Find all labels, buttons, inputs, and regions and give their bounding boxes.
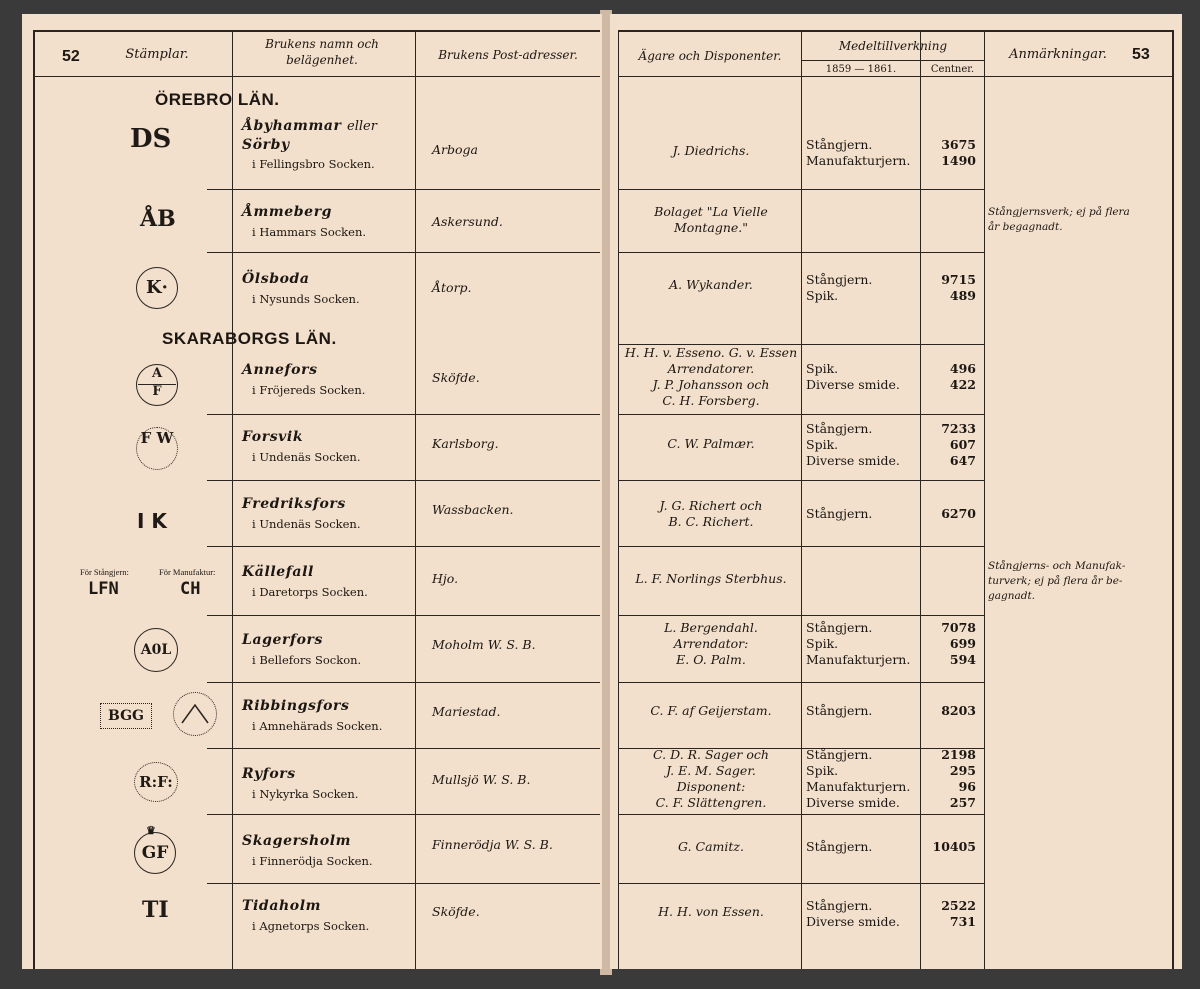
works-name: Ryfors [242, 766, 296, 782]
header-rule [33, 76, 600, 77]
owner: L. Bergendahl. Arrendator: E. O. Palm. [664, 620, 758, 667]
col-divider-notes [984, 30, 985, 969]
stamp-bgg: BGG [100, 703, 152, 729]
header-notes: Anmärkningar. [1009, 47, 1107, 62]
remark: Stångjerns- och Manufak- turverk; ej på flera år be- gagnadt. [988, 560, 1126, 602]
product-list: Stångjern. [806, 703, 873, 718]
product-list: Stångjern. [806, 839, 873, 854]
row-rule [207, 546, 600, 547]
row-rule [207, 414, 600, 415]
row-rule [207, 189, 600, 190]
row-rule [618, 814, 984, 815]
header-centner: Centner. [930, 64, 975, 75]
region-orebro: ÖREBRO LÄN. [155, 90, 280, 109]
row-rule [207, 682, 600, 683]
owner: J. G. Richert och B. C. Richert. [659, 498, 763, 529]
parish: i Undenäs Socken. [252, 450, 361, 464]
post-address: Hjo. [432, 571, 459, 586]
col-divider-names [232, 30, 233, 969]
stamp-triangle-mark [173, 692, 217, 736]
post-address: Askersund. [432, 214, 503, 229]
remark: Stångjernsverk; ej på flera år begagnadt. [988, 206, 1130, 233]
parish: i Agnetorps Socken. [252, 919, 370, 933]
stamp-aol: A0L [134, 628, 178, 672]
header-post: Brukens Post-adresser. [438, 48, 578, 62]
post-address: Finnerödja W. S. B. [432, 837, 553, 852]
row-rule [207, 814, 600, 815]
works-name: Åmmeberg [242, 204, 333, 220]
row-rule [207, 615, 600, 616]
row-rule [618, 615, 984, 616]
row-rule [618, 414, 984, 415]
post-address: Wassbacken. [432, 502, 514, 517]
col-divider-production [801, 30, 802, 969]
stamp-label-manufaktur: För Manufaktur: [159, 567, 216, 577]
owner: A. Wykander. [669, 277, 753, 292]
owner: L. F. Norlings Sterbhus. [635, 571, 787, 586]
header-stamps: Stämplar. [125, 47, 189, 62]
header-subrule [801, 60, 984, 61]
post-address: Sköfde. [432, 370, 480, 385]
amount-list: 3675 1490 [941, 137, 976, 168]
product-list: Spik. Diverse smide. [806, 361, 900, 392]
stamp-ab: ÅB [140, 206, 176, 232]
row-rule [207, 748, 600, 749]
product-list: Stångjern. [806, 506, 873, 521]
page-number-left: 52 [62, 48, 80, 65]
crown-icon: ♛ [146, 824, 156, 837]
page-number-right: 53 [1132, 46, 1150, 63]
amount-list: 2198 295 96 257 [941, 747, 976, 810]
owner: C. F. af Geijerstam. [650, 703, 772, 718]
works-name: Annefors [242, 362, 318, 378]
product-list: Stångjern. Spik. [806, 272, 873, 303]
amount-list: 7233 607 647 [941, 421, 976, 468]
col-divider-centner [920, 30, 921, 969]
works-name: Ribbingsfors [242, 698, 350, 714]
stamp-bar [138, 384, 176, 385]
parish: i Undenäs Socken. [252, 517, 361, 531]
post-address: Mariestad. [432, 704, 501, 719]
amount-list: 9715 489 [941, 272, 976, 303]
row-rule [618, 480, 984, 481]
parish: i Hammars Socken. [252, 225, 367, 239]
post-address: Mullsjö W. S. B. [432, 772, 531, 787]
parish: i Daretorps Socken. [252, 585, 368, 599]
col-divider-post [415, 30, 416, 969]
parish: i Bellefors Sockon. [252, 653, 362, 667]
owner: H. H. v. Esseno. G. v. Essen Arrendatorer. J. P. Johansson och C. H. Forsberg. [624, 345, 798, 408]
amount-list: 7078 699 594 [941, 620, 976, 667]
amount-list: 2522 731 [941, 898, 976, 929]
row-rule [618, 189, 984, 190]
stamp-lfn: LFN [88, 579, 119, 599]
post-address: Åtorp. [432, 280, 472, 295]
owner: Bolaget "La Vielle Montagne." [654, 204, 768, 235]
stamp-gf: GF [134, 832, 176, 874]
header-production: Medeltillverkning [838, 39, 948, 53]
owner: G. Camitz. [678, 839, 744, 854]
parish: i Fellingsbro Socken. [252, 157, 375, 171]
stamp-k: K· [136, 267, 178, 309]
parish: i Nykyrka Socken. [252, 787, 359, 801]
post-address: Karlsborg. [432, 436, 499, 451]
parish: i Nysunds Socken. [252, 292, 360, 306]
post-address: Moholm W. S. B. [432, 637, 536, 652]
works-name: Fredriksfors [242, 496, 346, 512]
amount-list: 10405 [932, 839, 976, 854]
row-rule [618, 682, 984, 683]
amount-list: 6270 [941, 506, 976, 521]
works-name: Tidaholm [242, 898, 322, 914]
region-skaraborg: SKARABORGS LÄN. [162, 329, 337, 348]
works-name: Forsvik [242, 429, 304, 445]
row-rule [618, 252, 984, 253]
stamp-ds: DS [130, 124, 172, 154]
parish: i Finnerödja Socken. [252, 854, 373, 868]
row-rule [207, 252, 600, 253]
left-page [22, 14, 602, 969]
works-name: Skagersholm [242, 833, 352, 849]
works-name: Lagerfors [242, 632, 324, 648]
product-list: Stångjern. Spik. Manufakturjern. [806, 620, 911, 667]
post-address: Sköfde. [432, 904, 480, 919]
owner: H. H. von Essen. [658, 904, 764, 919]
stamp-ik: I K [137, 509, 167, 533]
col-divider-owners [618, 30, 619, 969]
owner: C. D. R. Sager och J. E. M. Sager. Disponent: C. F. Slättengren. [653, 747, 769, 810]
stamp-af: A F [136, 364, 178, 406]
stamp-rf: R:F: [134, 762, 178, 802]
works-name: Ölsboda [242, 271, 310, 287]
works-name: Källefall [242, 564, 314, 580]
owner: C. W. Palmær. [667, 436, 755, 451]
row-rule [618, 883, 984, 884]
amount-list: 8203 [941, 703, 976, 718]
product-list: Stångjern. Manufakturjern. [806, 137, 911, 168]
parish: i Fröjereds Socken. [252, 383, 366, 397]
stamp-fw: F W [136, 427, 178, 470]
stamp-ch: CH [180, 579, 201, 599]
stamp-ti: TI [142, 897, 169, 923]
header-names: Brukens namn och belägenhet. [265, 37, 379, 67]
amount-list: 496 422 [949, 361, 976, 392]
post-address: Arboga [432, 142, 478, 157]
stamp-label-stangjern: För Stångjern: [80, 567, 129, 577]
triangle-icon [174, 693, 216, 735]
product-list: Stångjern. Spik. Diverse smide. [806, 421, 900, 468]
header-years: 1859 — 1861. [825, 64, 897, 75]
header-owners: Ägare och Disponenter. [638, 49, 782, 63]
row-rule [207, 480, 600, 481]
row-rule [207, 883, 600, 884]
owner: J. Diedrichs. [672, 143, 750, 158]
row-rule [618, 546, 984, 547]
parish: i Amnehärads Socken. [252, 719, 383, 733]
works-name: Åbyhammar eller [242, 118, 377, 134]
works-name-alt: Sörby [242, 137, 290, 153]
right-page [610, 14, 1182, 969]
product-list: Stångjern. Diverse smide. [806, 898, 900, 929]
product-list: Stångjern. Spik. Manufakturjern. Diverse smide. [806, 747, 911, 810]
